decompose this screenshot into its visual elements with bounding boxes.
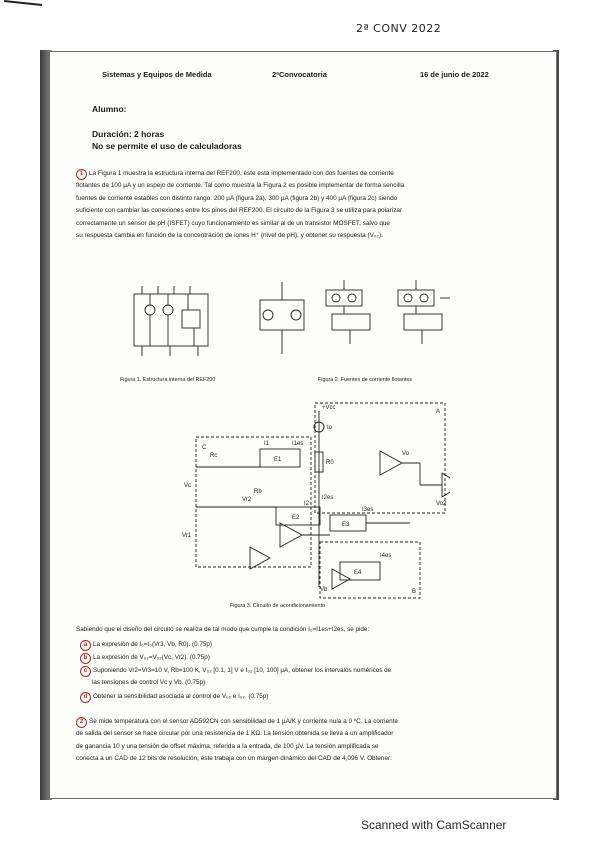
calculator-note: No se permite el uso de calculadoras: [92, 141, 242, 151]
course-title: Sistemas y Equipos de Medida: [102, 70, 212, 79]
label-vc: Vc: [184, 483, 192, 489]
problem-1-line: correctamente un sensor de pH (ISFET) cuyo funcionamiento es similar al de un transistor MOSFET, salvo que: [76, 219, 390, 227]
opamp-b: [332, 569, 350, 589]
label-i2es: I2es: [322, 495, 334, 501]
question-c-continued: las tensiones de control Vc y Vb. (0.75p): [92, 679, 206, 686]
label-vr2: Vr2: [242, 497, 252, 503]
label-r0: R0: [326, 460, 334, 466]
exam-sheet: [50, 52, 556, 798]
label-vr1: Vr1: [182, 533, 192, 539]
label-vo: Vo: [402, 451, 410, 457]
problem-2-number: 2: [76, 717, 87, 728]
duration: Duración: 2 horas: [92, 129, 165, 139]
label-e1: E1: [274, 457, 282, 463]
question-a: a La expresión de I₀=I₀(Vr3, Vb, R0). (0.75p): [80, 640, 212, 651]
figure-1-caption: Figura 1. Estructura interna del REF200: [120, 377, 216, 383]
label-vb: Vb: [320, 587, 328, 593]
problem-1-text: [76, 168, 536, 242]
figures-1-2: [50, 272, 556, 382]
opamp-vo: [380, 451, 402, 475]
figure-1-ref200-diagram: [134, 286, 208, 356]
problem-2-line: conecta a un CAD de 12 bits de resolución, éste trabaja con un margen dinámico del CAD de 4,096 V. Obtener:: [76, 755, 392, 763]
opamp-left-1: [280, 523, 302, 547]
label-io: Io: [327, 425, 333, 431]
problem-2-line: 2 Se mide temperatura con el sensor AD592CN con sensibilidad de 1 µA/K y corriente nula a 0 ºC. La corriente: [76, 716, 536, 728]
scanner-watermark: Scanned with CamScanner: [361, 818, 507, 832]
handwritten-note: 2ª CONV 2022: [356, 22, 442, 35]
student-label: Alumno:: [92, 104, 127, 114]
label-e2: E2: [292, 515, 300, 521]
problem-2-line: de ganancia 10 y una tensión de offset máxima, referida a la entrada, de 100 µV. La tensión amplificada se: [76, 742, 379, 750]
problem-1-line: 1 La Figura 1 muestra la estructura interna del REF200, éste está implementado con dos fuentes de corriente: [76, 168, 536, 180]
problem-1-line: suficiente con cambiar las conexiones entre los pines del REF200. El circuito de la Figura 3 se utiliza para polarizar: [76, 207, 403, 215]
figure-2b-diagram: [326, 280, 370, 344]
problem-2-line: de salida del sensor se hace circular por una resistencia de 1 KΩ. La tensión obtenida se lleva a un amplificador: [76, 730, 394, 738]
block-b-border: [320, 542, 420, 598]
problem-1-line: fuentes de corriente estables con distinto rango: 200 µA (figura 2a), 300 µA (figura 2b) y 400 µA (figura 2c) siendo: [76, 194, 398, 202]
opamp-left-2: [250, 547, 270, 569]
label-rb: Rb: [254, 489, 262, 495]
problem-1-line: su respuesta cambia en función de la concentración de iones H⁺ (nivel de pH), y obtener su respuesta (V₀₂).: [76, 232, 383, 240]
question-c: c Suponiendo Vr2=Vr3=10 V, Rb=100 K, V₀₂ [0.1, 1] V e I₀₂ [10, 100] µA, obtener los intervalos numéricos de: [80, 666, 391, 677]
label-e4: E4: [354, 570, 362, 576]
figure-2a-diagram: [260, 282, 304, 354]
figure-2c-diagram: [398, 280, 450, 344]
exam-date: 16 de junio de 2022: [420, 70, 489, 79]
label-vcc: +Vcc: [322, 405, 336, 411]
session-label: 2ªConvocatoria: [272, 70, 327, 79]
label-i3es: I3es: [362, 507, 374, 513]
problem-1-number: 1: [76, 169, 87, 180]
label-rc: Rc: [210, 453, 218, 459]
label-a: A: [436, 409, 441, 415]
label-b: B: [412, 589, 417, 595]
question-d: d Obtener la sensibilidad asociada al control de V₀₂ e I₀₂. (0.75p): [80, 692, 268, 703]
question-b: b La expresión de V₀₂=V₀₂(Vc, Vr2). (0.75p): [80, 653, 210, 664]
label-c: C: [202, 445, 207, 451]
problem-1-line: flotantes de 100 µA y un espejo de corriente. Tal como muestra la Figura 2 es posible implementar de forma sencilla: [76, 182, 405, 190]
label-i4es: I4es: [380, 553, 392, 559]
opamp-vo2: [442, 473, 450, 497]
label-i1: I1: [264, 441, 270, 447]
pen-stroke-mark: [4, 0, 42, 6]
figure-3-circuit: [180, 397, 450, 602]
problem-1-condition: Sabiendo que el diseño del circuito se realiza de tal modo que cumple la condición I₀=I1es+I2es, se pide:: [76, 626, 370, 633]
figure-3-caption: Figura 3. Circuito de acondicionamiento: [230, 603, 325, 609]
problem-2-text: [76, 716, 536, 766]
label-i2: I2: [304, 501, 310, 507]
label-i1es: I1es: [292, 441, 304, 447]
label-vo2: Vo2: [436, 501, 447, 507]
figure-2-caption: Figura 2. Fuentes de corriente flotantes: [318, 377, 413, 383]
label-e3: E3: [342, 522, 350, 528]
